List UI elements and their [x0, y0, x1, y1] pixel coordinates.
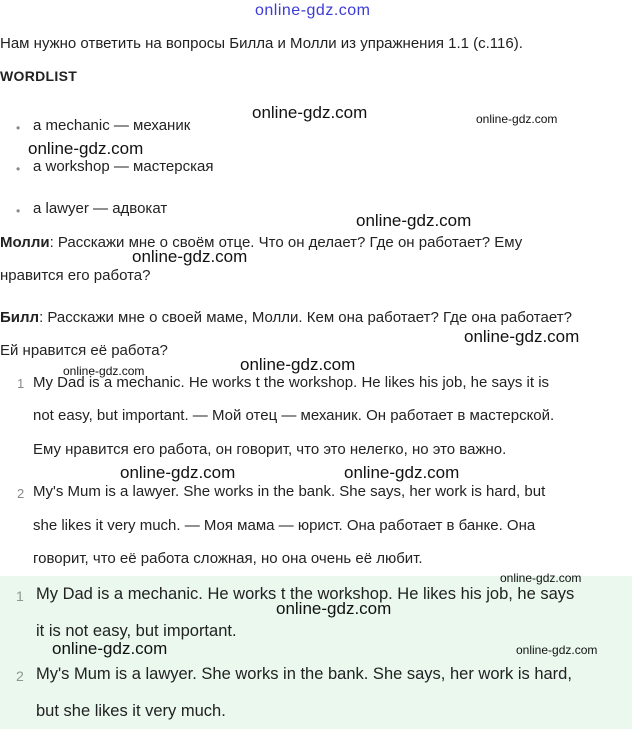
watermark: online-gdz.com	[500, 571, 582, 585]
bill-text: : Расскажи мне о своей маме, Молли. Кем она работает? Где она работает?	[39, 309, 572, 326]
watermark: online-gdz.com	[52, 639, 168, 658]
molly-question-line2: нравится его работа?	[0, 267, 151, 284]
answer-number: 2	[17, 486, 25, 501]
watermark: online-gdz.com	[516, 643, 598, 657]
bullet-icon: •	[16, 204, 21, 218]
answer-line: she likes it very much. — Моя мама — юрист. Она работает в банке. Она	[33, 517, 536, 534]
watermark: online-gdz.com	[476, 112, 558, 126]
answer-line: My's Mum is a lawyer. She works in the bank. She says, her work is hard, but	[33, 483, 546, 500]
wordlist-item: a workshop — мастерская	[33, 158, 214, 175]
wordlist-item: a mechanic — механик	[33, 117, 191, 134]
watermark: online-gdz.com	[28, 139, 144, 158]
bill-question-line1	[0, 308, 572, 328]
watermark: online-gdz.com	[252, 103, 368, 122]
answer-line: it is not easy, but important.	[36, 622, 237, 640]
answer-line: My Dad is a mechanic. He works t the workshop. He likes his job, he says	[36, 585, 575, 603]
watermark: online-gdz.com	[63, 364, 145, 378]
watermark: online-gdz.com	[132, 247, 248, 266]
watermark: online-gdz.com	[464, 327, 580, 346]
watermark-top: online-gdz.com	[255, 2, 371, 19]
watermark: online-gdz.com	[240, 355, 356, 374]
watermark: online-gdz.com	[120, 463, 236, 482]
watermark: online-gdz.com	[276, 599, 392, 618]
answer-line: not easy, but important. — Мой отец — механик. Он работает в мастерской.	[33, 407, 555, 424]
answer-number: 2	[16, 668, 24, 684]
bill-question-line2: Ей нравится её работа?	[0, 342, 168, 359]
molly-text: : Расскажи мне о своём отце. Что он делает? Где он работает? Ему	[49, 234, 523, 251]
answer-line: говорит, что её работа сложная, но она очень её любит.	[33, 550, 423, 567]
watermark: online-gdz.com	[356, 211, 472, 230]
bullet-icon: •	[16, 121, 21, 135]
molly-speaker: Молли	[0, 234, 50, 251]
wordlist-item: a lawyer — адвокат	[33, 200, 168, 217]
wordlist-heading: WORDLIST	[0, 68, 78, 84]
bill-speaker: Билл	[0, 309, 40, 326]
answer-number: 1	[17, 376, 25, 391]
bullet-icon: •	[16, 162, 21, 176]
answer-line: My Dad is a mechanic. He works t the workshop. He likes his job, he says it is	[33, 374, 550, 391]
watermark: online-gdz.com	[344, 463, 460, 482]
molly-question-line1	[0, 233, 522, 253]
answer-number: 1	[16, 588, 24, 604]
answer-line: My's Mum is a lawyer. She works in the bank. She says, her work is hard,	[36, 665, 572, 683]
answer-line: but she likes it very much.	[36, 702, 226, 720]
answer-line: Ему нравится его работа, он говорит, что это нелегко, но это важно.	[33, 441, 507, 458]
intro-text: Нам нужно ответить на вопросы Билла и Молли из упражнения 1.1 (с.116).	[0, 35, 523, 52]
